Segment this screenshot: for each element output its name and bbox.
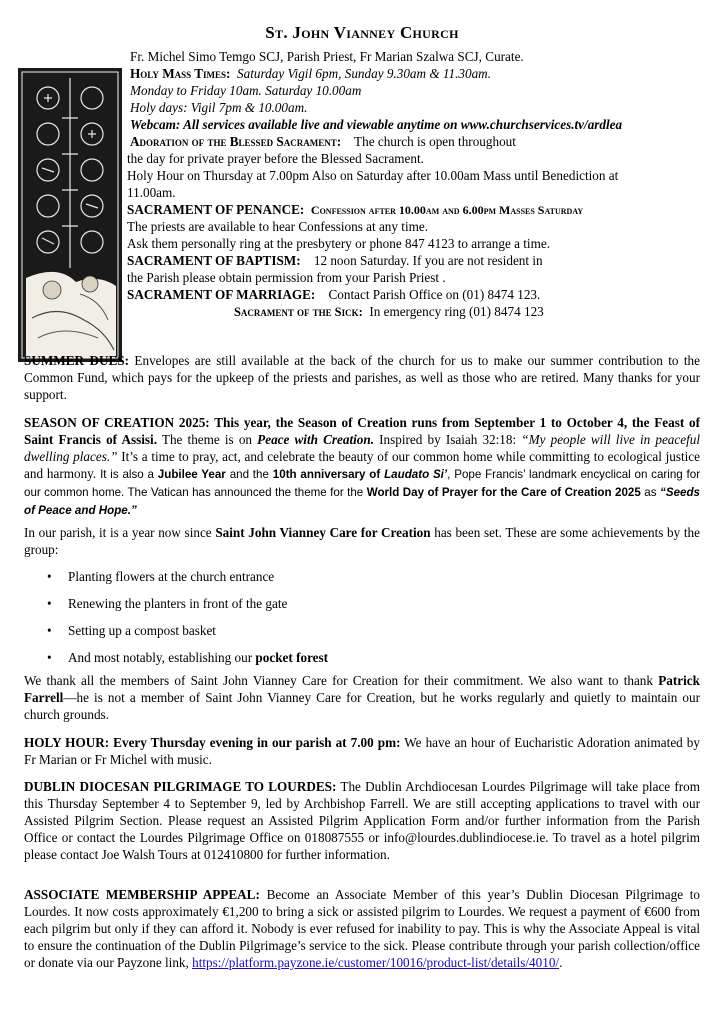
summer-dues-label: SUMMER DUES: <box>24 353 130 368</box>
thanks-name: Patrick Farrell <box>24 673 700 705</box>
parish-text-1: In our parish, it is a year now since <box>24 525 212 540</box>
parish-text-3: has been set. These are some achievements by the group: <box>24 525 700 557</box>
appeal-text: Become an Associate Member of this year’s Dublin Diocesan Pilgrimage to Lourdes. It now costs approximately €1,200 to bring a sick or assisted pilgrim to Lourdes. We request a payment of €600 from each pilgrim but only if they can afford it. Nobody is ever refused for inability to pay. This is why the Associate Appeal is vital to ensure the continuation of the Dublin Pilgrimage’s service to the sick. Please contribute through your parish collection/office or donate via our Payzone link, <box>24 887 701 970</box>
appeal-label: ASSOCIATE MEMBERSHIP APPEAL: <box>24 887 260 902</box>
sick-text: In emergency ring (01) 8474 123 <box>369 304 544 319</box>
penance-label: SACRAMENT OF PENANCE: <box>127 202 305 217</box>
creation-theme: Peace with Creation. <box>257 432 375 447</box>
holy-hour-text: We have an hour of Eucharistic Adoration animated by Fr Marian or Fr Michel with music. <box>24 735 700 767</box>
appeal-paragraph <box>24 886 700 971</box>
marriage-text: Contact Parish Office on (01) 8474 123. <box>328 287 541 302</box>
baptism-text-1: 12 noon Saturday. If you are not resident in <box>313 253 543 268</box>
payzone-link[interactable]: https://platform.payzone.ie/customer/10016/product-list/details/4010/ <box>192 955 560 970</box>
list-item: • Setting up a compost basket <box>24 622 700 649</box>
world-day-theme: “Seeds of Peace and Hope.” <box>24 486 701 517</box>
thanks-text-3: —he is not a member of Saint John Vianney Care for Creation, but he works regularly and quietly to maintain our church grounds. <box>24 690 700 722</box>
encyclical-text: Pope Francis’ landmark encyclical on caring for our common home. The Vatican has announced the theme for the <box>24 468 701 499</box>
mass-times-weekend: Saturday Vigil 6pm, Sunday 9.30am & 11.30am. <box>237 66 492 81</box>
adoration-label: Adoration of the Blessed Sacrament: <box>130 134 342 149</box>
holy-hour-paragraph <box>24 734 700 768</box>
marriage-label: SACRAMENT OF MARRIAGE: <box>127 287 316 302</box>
penance-note: Confession after 10.00am and 6.00pm Masses Saturday <box>310 203 584 217</box>
season-of-creation-paragraph <box>24 414 700 519</box>
mass-times-weekday: Monday to Friday 10am. Saturday 10.00am <box>130 83 362 98</box>
summer-dues-text: Envelopes are still available at the back of the church for us to make our summer contribution to the Common Fund, which pays for the upkeep of the priests and parishes, as well as those who are retired. Many thanks for your support. <box>24 353 701 402</box>
comma: , <box>447 468 451 481</box>
penance-text-1: The priests are available to hear Confessions at any time. <box>127 219 429 234</box>
baptism-text-2: the Parish please obtain permission from your Parish Priest . <box>127 270 446 285</box>
jubilee-s1: It is also a <box>100 468 154 481</box>
sick-label: Sacrament of the Sick: <box>234 305 363 319</box>
baptism-line <box>127 252 543 269</box>
thanks-text-1: We thank all the members of Saint John Vianney Care for Creation for their commitment. We also want to thank <box>24 673 653 688</box>
creation-text: It’s a time to pray, act, and celebrate the beauty of our common home while committing to ecological justice and harmony. <box>24 449 701 481</box>
pocket-forest: pocket forest <box>255 650 329 665</box>
mass-times-label: Holy Mass Times: <box>130 66 231 81</box>
mass-times-line <box>130 65 491 82</box>
jubilee-s3: and the <box>229 468 269 481</box>
page-title: St. John Vianney Church <box>265 23 459 42</box>
penance-text-2: Ask them personally ring at the presbytery or phone 847 4123 to arrange a time. <box>127 236 550 251</box>
world-day-as: as <box>644 486 657 499</box>
baptism-label: SACRAMENT OF BAPTISM: <box>127 253 301 268</box>
jubilee-year: Jubilee Year <box>157 468 226 481</box>
religious-illustration <box>18 68 122 362</box>
creation-quote: “My people will live in peaceful dwelling places.” <box>24 432 701 464</box>
sick-line <box>234 303 544 321</box>
summer-dues-paragraph <box>24 352 700 403</box>
last-item-prefix: And most notably, establishing our <box>68 650 253 665</box>
marriage-line <box>127 286 540 303</box>
parish-care-paragraph <box>24 524 700 558</box>
adoration-text-3: Holy Hour on Thursday at 7.00pm Also on Saturday after 10.00am Mass until Benediction at <box>127 168 619 183</box>
appeal-end: . <box>559 955 563 970</box>
list-item: • Renewing the planters in front of the gate <box>24 595 700 622</box>
lourdes-label: DUBLIN DIOCESAN PILGRIMAGE TO LOURDES: <box>24 779 337 794</box>
holy-hour-label: HOLY HOUR: Every Thursday evening in our parish at 7.00 pm: <box>24 735 401 750</box>
anniversary-label: 10th anniversary of <box>272 468 381 481</box>
care-group-name: Saint John Vianney Care for Creation <box>215 525 431 540</box>
lourdes-text: The Dublin Archdiocesan Lourdes Pilgrimage will take place from this Thursday September 4 to September 9, led by Archbishop Farrell. We are still accepting applications to travel with our Assisted Pilgrim Section. Please request an Assisted Pilgrim Application Form and/or further information from the Parish Office or contact the Lourdes Pilgrimage Office on 018087555 or info@lourdes.dublindiocese.ie. To travel as a hotel pilgrim please contact Joe Walsh Tours at 012410800 for further information. <box>24 779 701 862</box>
creation-theme-prefix: The theme is on <box>161 432 253 447</box>
creation-inspired: Inspired by Isaiah 32:18: <box>379 432 517 447</box>
adoration-text-1: The church is open throughout <box>354 134 516 149</box>
thanks-paragraph <box>24 672 700 723</box>
clergy-line: Fr. Michel Simo Temgo SCJ, Parish Priest, Fr Marian Szalwa SCJ, Curate. <box>130 49 524 64</box>
world-day-title: World Day of Prayer for the Care of Creation 2025 <box>366 486 641 499</box>
adoration-line-1 <box>130 133 516 150</box>
lourdes-paragraph <box>24 778 700 863</box>
achievements-list <box>24 568 700 676</box>
list-item: • Planting flowers at the church entrance <box>24 568 700 595</box>
laudato-si: Laudato Si’ <box>384 468 448 481</box>
adoration-text-4: 11.00am. <box>127 185 176 200</box>
mass-times-holydays: Holy days: Vigil 7pm & 10.00am. <box>130 100 308 115</box>
creation-heading: SEASON OF CREATION 2025: This year, the Season of Creation runs from September 1 to October 4, the Feast of Saint Francis of Assisi. <box>24 415 700 447</box>
adoration-text-2: the day for private prayer before the Blessed Sacrament. <box>127 151 424 166</box>
webcam-line: Webcam: All services available live and viewable anytime on www.churchservices.tv/ardlea <box>130 117 623 132</box>
penance-line <box>127 201 583 219</box>
